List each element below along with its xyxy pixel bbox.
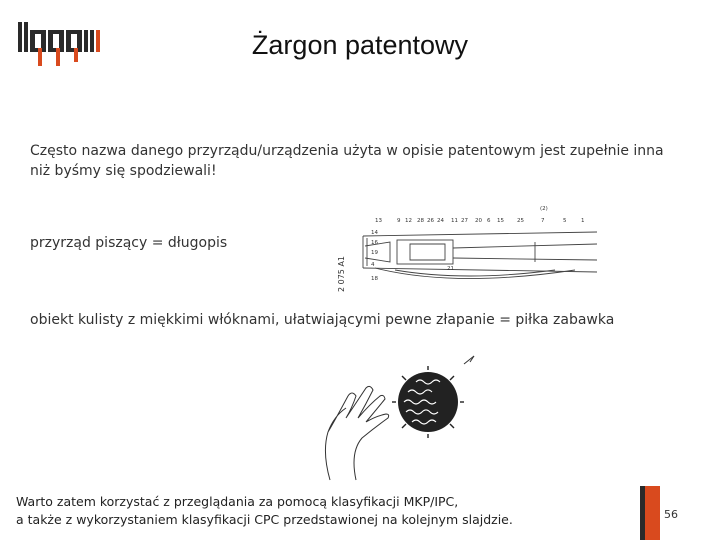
ref-12: 12 (405, 218, 412, 224)
ball-icon (392, 366, 464, 438)
ref-25: 25 (517, 218, 524, 224)
ref-5: 5 (563, 218, 567, 224)
footer-line-1: Warto zatem korzystać z przeglądania za pomocą klasyfikacji MKP/IPC, (16, 494, 459, 509)
ref-16: 16 (371, 240, 378, 246)
intro-line-2: niż byśmy się spodziewali! (30, 163, 217, 179)
ref-20: 20 (475, 218, 482, 224)
ref-7: 7 (541, 218, 545, 224)
ref-13: 13 (375, 218, 382, 224)
pen-patent-drawing (335, 196, 597, 300)
ref-11: 11 (451, 218, 458, 224)
ball-patent-drawing (300, 352, 490, 482)
ref-6: 6 (487, 218, 491, 224)
ref-9: 9 (397, 218, 401, 224)
ref-28: 28 (417, 218, 424, 224)
ref-18: 18 (371, 276, 378, 282)
footer-note (16, 493, 513, 529)
ref-19: 19 (371, 250, 378, 256)
ref-27: 27 (461, 218, 468, 224)
ref-4: 4 (371, 262, 375, 268)
page-number: 56 (664, 508, 678, 521)
slide-title: Żargon patentowy (251, 30, 469, 60)
footer-line-2: a także z wykorzystaniem klasyfikacji CPC przedstawionej na kolejnym slajdzie. (16, 512, 513, 527)
ball-label: obiekt kulisty z miękkimi włóknami, ułatwiającymi pewne złapanie = piłka zabawka (30, 312, 615, 328)
intro-line-1: Często nazwa danego przyrządu/urządzenia użyta w opisie patentowym jest zupełnie inna (30, 143, 664, 159)
intro-text (30, 141, 700, 181)
ref-15: 15 (497, 218, 504, 224)
pen-label: przyrząd piszący = długopis (30, 235, 228, 251)
footer-accent-bar (640, 486, 660, 540)
pen-figure-side-text: 2 075 A1 (337, 255, 346, 292)
ref-1: 1 (581, 218, 585, 224)
ref-21: 21 (447, 266, 454, 272)
ref-14: 14 (371, 230, 378, 236)
ref-2: (2) (540, 206, 548, 212)
ref-24: 24 (437, 218, 444, 224)
ref-26: 26 (427, 218, 434, 224)
